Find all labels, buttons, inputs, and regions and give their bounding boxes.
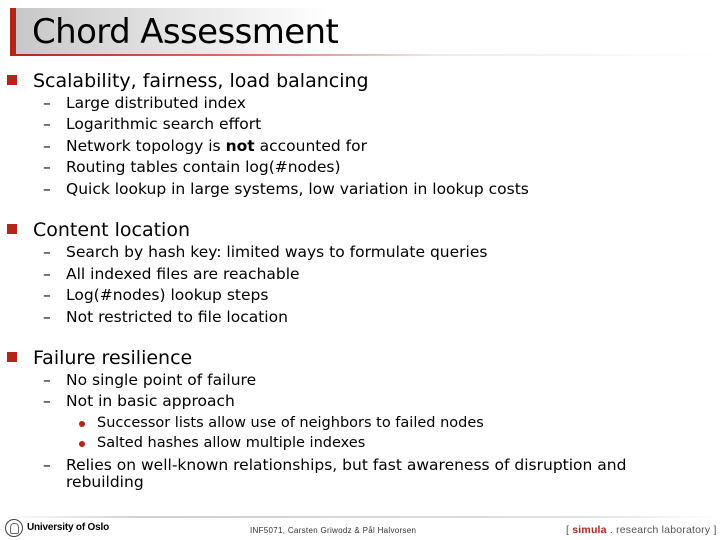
footer-university: University of Oslo	[27, 522, 109, 533]
footer-lab	[566, 524, 717, 536]
dash-bullet: –	[43, 243, 51, 261]
footer-divider	[0, 516, 720, 518]
list-item-text: Search by hash key: limited ways to formulate queries	[66, 243, 488, 261]
square-bullet-icon	[7, 352, 17, 362]
list-item-text: All indexed files are reachable	[66, 265, 300, 283]
dash-bullet: –	[43, 94, 51, 112]
list-item-text: Not in basic approach	[66, 392, 235, 410]
dash-bullet: –	[43, 158, 51, 176]
dash-bullet: –	[43, 392, 51, 410]
section-title: Failure resilience	[33, 347, 193, 369]
lab-bracket-open: [	[566, 524, 573, 536]
text-segment: accounted for	[254, 137, 367, 155]
dash-bullet: –	[43, 286, 51, 304]
text-segment: Network topology is	[66, 137, 226, 155]
dash-bullet: –	[43, 137, 51, 155]
dash-bullet: –	[43, 265, 51, 283]
list-item-text: Quick lookup in large systems, low variation in lookup costs	[66, 180, 529, 198]
university-seal-icon	[5, 519, 23, 537]
page-title: Chord Assessment	[32, 12, 339, 52]
lab-rest: . research laboratory ]	[606, 524, 717, 536]
list-item-text: No single point of failure	[66, 371, 257, 389]
dash-bullet: –	[43, 456, 51, 474]
dash-bullet: –	[43, 308, 51, 326]
footer-course: INF5071, Carsten Griwodz & Pål Halvorsen	[250, 526, 417, 535]
round-bullet-icon	[79, 421, 85, 427]
lab-simula: simula	[572, 524, 607, 536]
list-item-text: Large distributed index	[66, 94, 246, 112]
section-title: Content location	[33, 219, 190, 241]
square-bullet-icon	[7, 224, 17, 234]
list-item-text: Routing tables contain log(#nodes)	[66, 158, 341, 176]
emphasis-text: not	[225, 137, 255, 155]
sub-list-item-text: Salted hashes allow multiple indexes	[97, 435, 366, 451]
section-title: Scalability, fairness, load balancing	[33, 70, 369, 92]
list-item-text	[66, 136, 367, 157]
list-item-text: Not restricted to file location	[66, 308, 288, 326]
title-divider	[10, 54, 720, 56]
list-item-text: Log(#nodes) lookup steps	[66, 286, 269, 304]
dash-bullet: –	[43, 371, 51, 389]
dash-bullet: –	[43, 180, 51, 198]
round-bullet-icon	[79, 441, 85, 447]
list-item-text: Logarithmic search effort	[66, 115, 262, 133]
sub-list-item-text: Successor lists allow use of neighbors to failed nodes	[97, 415, 484, 431]
dash-bullet: –	[43, 115, 51, 133]
square-bullet-icon	[7, 75, 17, 85]
list-item-text: Relies on well-known relationships, but fast awareness of disruption and rebuilding	[66, 456, 627, 491]
